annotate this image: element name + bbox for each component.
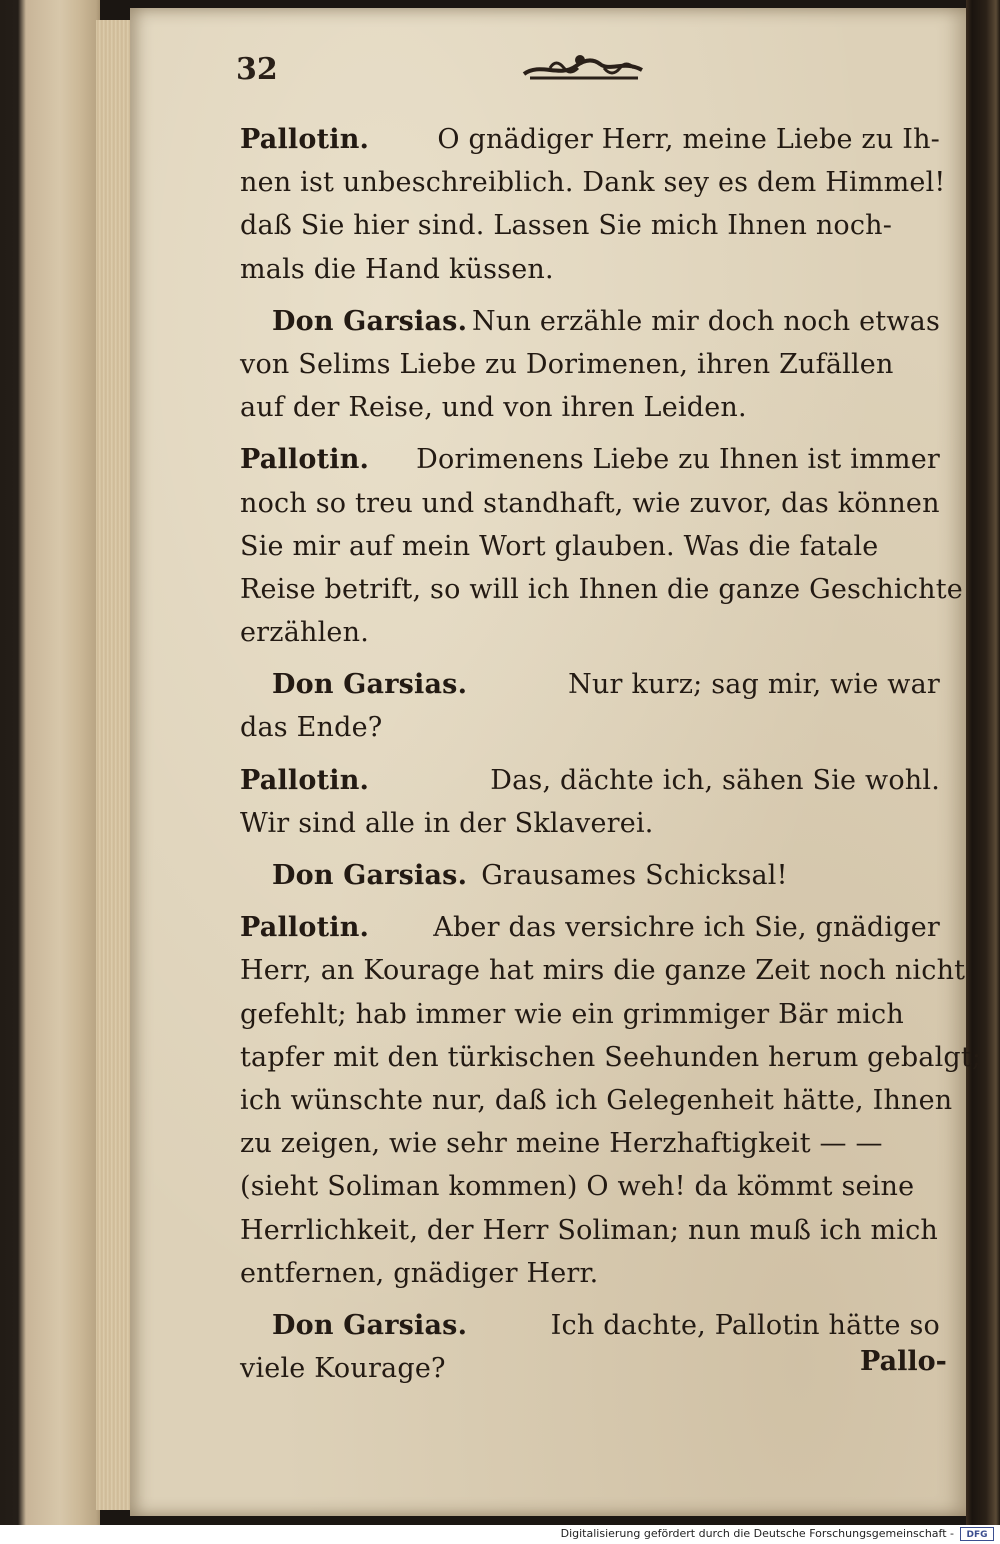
speaker-name: Don Garsias. [272, 860, 468, 891]
line-text: das Ende? [240, 712, 383, 744]
speaker-name: Don Garsias. [272, 1309, 468, 1341]
line-text: Herr, an Kourage hat mirs die ganze Zeit noch nicht [240, 955, 966, 987]
line-text: viele Kourage? [240, 1353, 446, 1385]
speaker-name: Pallotin. [240, 764, 370, 796]
text-line [240, 248, 940, 291]
footer-credit: Digitalisierung gefördert durch die Deutsche Forschungsgemeinschaft - [560, 1527, 954, 1540]
text-line [240, 663, 940, 706]
line-text: noch so treu und standhaft, wie zuvor, das können [240, 487, 940, 519]
text-line [240, 802, 940, 845]
line-text: Aber das versichre ich Sie, gnädiger [433, 912, 940, 944]
text-line [240, 611, 940, 654]
text-line [240, 300, 940, 343]
line-text: Herrlichkeit, der Herr Soliman; nun muß ich mich [240, 1214, 939, 1246]
line-text: nen ist unbeschreiblich. Dank sey es dem Himmel! [240, 167, 946, 199]
footer-bar [0, 1525, 1000, 1544]
text-line [240, 482, 940, 525]
text-line [240, 906, 940, 949]
line-text: Nur kurz; sag mir, wie war [568, 669, 940, 701]
speaker-name: Pallotin. [240, 912, 370, 944]
dfg-logo-icon[interactable]: DFG [960, 1527, 994, 1541]
text-line [240, 161, 946, 204]
text-line [240, 1122, 940, 1165]
speaker-name: Don Garsias. [272, 669, 468, 701]
paragraph-3 [240, 438, 963, 654]
text-line [240, 568, 963, 611]
text-line [240, 118, 940, 161]
text-line [240, 343, 940, 386]
line-text: Das, dächte ich, sähen Sie wohl. [490, 764, 940, 796]
text-line [240, 706, 940, 749]
text-line [240, 1036, 982, 1079]
text-line [240, 204, 940, 247]
text-line [240, 1252, 940, 1295]
line-text: Wir sind alle in der Sklaverei. [240, 807, 654, 839]
text-line [240, 438, 940, 481]
line-text: entfernen, gnädiger Herr. [240, 1257, 599, 1289]
text-line [240, 1304, 940, 1347]
line-text: O gnädiger Herr, meine Liebe zu Ih- [437, 124, 940, 155]
text-line [240, 854, 940, 897]
text-line [240, 1209, 940, 1252]
ornament-vignette-icon [520, 52, 646, 82]
line-text: von Selims Liebe zu Dorimenen, ihren Zufällen [240, 348, 894, 380]
paragraph-2 [240, 300, 940, 430]
speaker-name: Don Garsias. [272, 305, 468, 337]
dialogue-text [240, 118, 982, 1390]
text-line [240, 949, 966, 992]
text-line [240, 1347, 940, 1390]
text-line [240, 1079, 953, 1122]
line-text: tapfer mit den türkischen Seehunden herum gebalgt; [240, 1041, 982, 1073]
paragraph-5 [240, 759, 940, 845]
line-text: auf der Reise, und von ihren Leiden. [240, 392, 747, 424]
line-text: erzählen. [240, 617, 369, 649]
text-line [240, 1165, 940, 1208]
line-text: Grausames Schicksal! [481, 860, 788, 891]
page-number: 32 [236, 52, 278, 87]
paragraph-8 [240, 1304, 940, 1390]
line-text: Sie mir auf mein Wort glauben. Was die fatale [240, 530, 879, 562]
facing-page-edge [966, 0, 1000, 1525]
line-text: daß Sie hier sind. Lassen Sie mich Ihnen noch- [240, 210, 893, 242]
line-text: mals die Hand küssen. [240, 253, 554, 285]
line-text: Reise betrift, so will ich Ihnen die ganze Geschichte [240, 573, 963, 605]
book-binding-edge [0, 0, 100, 1525]
text-line [240, 525, 940, 568]
text-line [240, 759, 940, 802]
line-text: Dorimenens Liebe zu Ihnen ist immer [416, 444, 940, 476]
line-text: (sieht Soliman kommen) O weh! da kömmt seine [240, 1171, 915, 1203]
line-text: gefehlt; hab immer wie ein grimmiger Bär mich [240, 998, 904, 1030]
paragraph-4 [240, 663, 940, 749]
speaker-name: Pallotin. [240, 124, 370, 155]
paragraph-6 [240, 854, 940, 897]
line-text: ich wünschte nur, daß ich Gelegenheit hätte, Ihnen [240, 1084, 953, 1116]
line-text: Ich dachte, Pallotin hätte so [550, 1309, 940, 1341]
line-text: zu zeigen, wie sehr meine Herzhaftigkeit — — [240, 1128, 883, 1160]
paragraph-1 [240, 118, 946, 291]
text-line [240, 386, 940, 429]
paragraph-7 [240, 906, 982, 1295]
line-text: Nun erzähle mir doch noch etwas [472, 305, 940, 337]
speaker-name: Pallotin. [240, 444, 370, 476]
text-line [240, 993, 940, 1036]
catchword: Pallo- [860, 1346, 947, 1377]
